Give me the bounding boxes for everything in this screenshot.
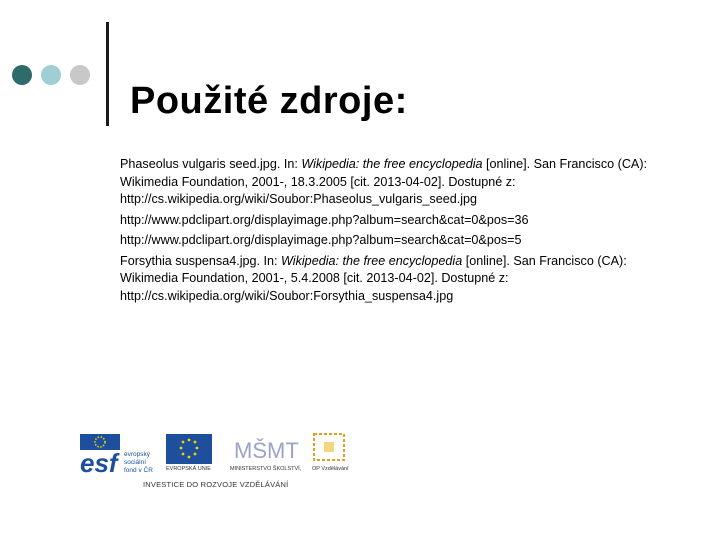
op-logo (310, 432, 350, 472)
esf-line: evropský (124, 451, 151, 458)
reference-text: [online]. San Francisco (CA): Wikimedia Foundation, 2001-, 18.3.2005 [cit. 2013-04-02]. Dostupné z: http://cs.wikipedia.org/wiki/Soubor:Phaseolus_vulgaris_seed.jpg (120, 157, 648, 206)
reference-link: http://www.pdclipart.org/displayimage.php?album=search&cat=0&pos=5 (120, 233, 522, 247)
reference-item (120, 156, 650, 209)
reference-italic: Wikipedia: the free encyclopedia (281, 253, 463, 268)
reference-item (120, 232, 650, 250)
esf-line: sociální (124, 459, 147, 466)
reference-link: http://www.pdclipart.org/displayimage.php?album=search&cat=0&pos=36 (120, 212, 529, 227)
esf-logo-text: esf (80, 448, 118, 478)
reference-text: Forsythia suspensa4.jpg. In: (120, 253, 282, 268)
page-title: Použité zdroje: (130, 80, 408, 122)
reference-text: [online]. San Francisco (CA): Wikimedia Foundation, 2001-, 5.4.2008 [cit. 2013-04-02]. Dostupné z: http://cs.wikipedia.org/wiki/Soubor:Forsythia_suspensa4.jpg (120, 253, 627, 303)
op-caption: OP Vzdělávání (312, 466, 349, 472)
esf-line: fond v ČR (124, 467, 153, 474)
eu-caption: EVROPSKÁ UNIE (166, 466, 211, 472)
msmt-caption: MINISTERSTVO ŠKOLSTVÍ, (230, 466, 302, 472)
logo-strip (80, 430, 370, 490)
title-divider (106, 22, 109, 126)
reference-list (120, 156, 650, 308)
bullet-dot-dark (12, 65, 32, 85)
msmt-logo-text: MŠMT (234, 438, 299, 463)
reference-italic: Wikipedia: the free encyclopedia (301, 157, 483, 171)
reference-item (120, 212, 650, 230)
bullet-dot-light (41, 65, 61, 85)
reference-item (120, 253, 650, 306)
reference-text: Phaseolus vulgaris seed.jpg. In: (120, 157, 302, 171)
esf-logo (80, 434, 162, 478)
msmt-logo (230, 430, 302, 472)
eu-flag-logo (166, 434, 212, 472)
investment-banner: INVESTICE DO ROZVOJE VZDĚLÁVÁNÍ (143, 480, 289, 489)
bullet-dot-grey (70, 65, 90, 85)
